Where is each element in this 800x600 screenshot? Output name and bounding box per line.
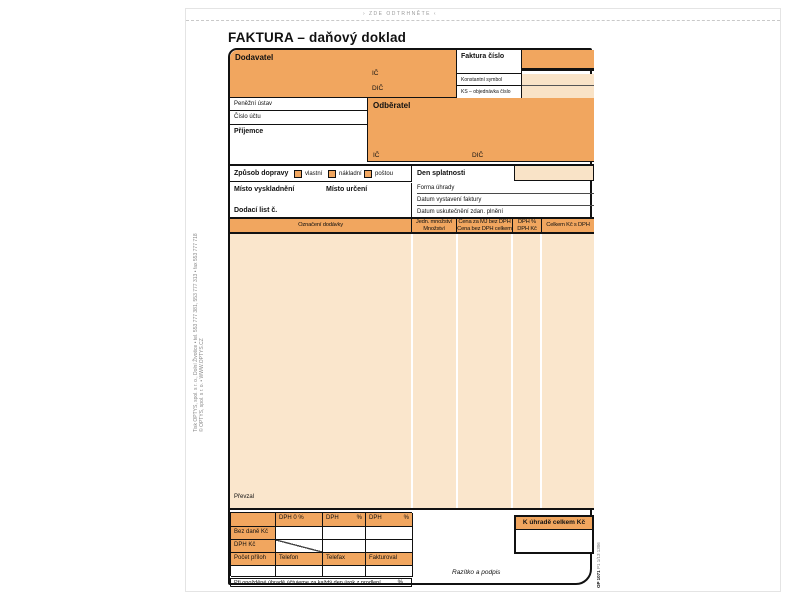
telefax-cell[interactable] [323, 566, 366, 577]
total-due-label: K úhradě celkem Kč [516, 517, 592, 530]
vat1-header-pct: % [356, 515, 362, 521]
vat0-header: DPH 0 % [276, 513, 323, 527]
transport-post-checkbox[interactable] [364, 170, 372, 178]
late-payment-note: Při opožděné úhradě účtujeme za každý den úrok z prodlení [234, 580, 381, 586]
column-separator [456, 234, 458, 508]
stamp-signature-label: Razítko a podpis [452, 569, 501, 576]
col-quantity [412, 219, 457, 232]
bank-institution-label: Peněžní ústav [234, 101, 273, 107]
bank-account-label: Číslo účtu [234, 114, 261, 120]
transport-row [230, 166, 412, 182]
attachments-label: Počet příloh [231, 553, 276, 566]
bank-institution-row[interactable] [230, 98, 367, 111]
vat-kc-cell-struck [276, 540, 323, 553]
issue-date-line[interactable] [417, 205, 594, 206]
tear-off-dashed-line [186, 20, 780, 21]
printer-imprint-line2: © OPTYS, spol. s r. o. • WWW.OPTYS.CZ [199, 338, 206, 432]
supplier-label: Dodavatel [235, 53, 274, 62]
form-code: OP 1071 [596, 570, 601, 588]
col-vat-line2: DPH Kč [517, 225, 537, 232]
without-tax-label: Bez daně Kč [231, 527, 276, 540]
vat-kc-label: DPH Kč [231, 540, 276, 553]
supplier-dic-label: DIČ [372, 85, 384, 92]
vat-kc-cell-2[interactable] [323, 540, 366, 553]
col-price-line2: Cena bez DPH celkem [457, 225, 512, 232]
vat-summary-table [230, 512, 412, 576]
tear-off-label: › ZDE ODTRHNĚTE ‹ [362, 11, 438, 17]
form-code-imprint [596, 526, 601, 588]
transport-post-label: poštou [375, 171, 394, 177]
column-separator [540, 234, 542, 508]
destination-place-label: Místo určení [326, 186, 368, 193]
telephone-label: Telefon [276, 553, 323, 566]
telefax-label: Telefax [323, 553, 366, 566]
invoice-number-label-box [457, 50, 522, 74]
without-tax-cell-3[interactable] [366, 527, 413, 540]
page-title: FAKTURA – daňový doklad [228, 30, 407, 45]
total-due-input[interactable] [516, 530, 592, 552]
places-area [230, 183, 412, 217]
late-payment-note-row [230, 578, 412, 587]
received-by-label: Převzal [234, 494, 255, 500]
col-quantity-line1: Jedn. množství [415, 218, 453, 225]
ks-order-label: KS – objednávka číslo [461, 89, 511, 95]
transport-freight-checkbox[interactable] [328, 170, 336, 178]
without-tax-cell-2[interactable] [323, 527, 366, 540]
col-vat [513, 219, 542, 232]
col-price [457, 219, 513, 232]
col-total [542, 219, 594, 232]
telephone-cell[interactable] [276, 566, 323, 577]
invoice-number-input[interactable] [522, 50, 594, 71]
vat2-header [366, 513, 413, 527]
vat1-header [323, 513, 366, 527]
printer-edge-imprint [193, 160, 206, 432]
customer-ic-label: IČ [373, 152, 380, 159]
customer-dic-label: DIČ [472, 152, 484, 159]
constant-symbol-label: Konstantní symbol [461, 77, 503, 83]
transport-freight-label: nákladní [339, 171, 362, 177]
invoiced-by-label: Fakturoval [366, 553, 413, 566]
issue-date-label: Datum vystavení faktury [417, 197, 482, 203]
col-total-label: Celkem Kč s DPH [546, 222, 590, 229]
col-vat-line1: DPH % [517, 218, 536, 225]
recipient-box[interactable] [230, 125, 367, 165]
col-description-label: Označení dodávky [298, 222, 343, 229]
col-description [230, 219, 412, 232]
vat2-header-label: DPH [369, 515, 382, 521]
customer-label: Odběratel [373, 101, 411, 110]
col-quantity-line2: Množství [423, 225, 445, 232]
attachments-cell[interactable] [231, 566, 276, 577]
transport-own-label: vlastní [305, 171, 323, 177]
transport-own-checkbox[interactable] [294, 170, 302, 178]
bank-account-row[interactable] [230, 111, 367, 125]
transport-label: Způsob dopravy [234, 170, 289, 177]
constant-symbol-label-box [457, 74, 522, 86]
taxable-date-label: Datum uskutečnění zdan. plnění [417, 209, 504, 215]
ks-order-label-box [457, 86, 522, 98]
supplier-box[interactable] [230, 50, 457, 98]
ks-order-input[interactable] [522, 86, 594, 98]
items-table-header [230, 217, 594, 234]
invoice-form [228, 48, 592, 585]
items-table-body[interactable] [230, 234, 594, 510]
invoice-number-label: Faktura číslo [461, 53, 505, 60]
payment-form-label: Forma úhrady [417, 185, 455, 191]
constant-symbol-input[interactable] [522, 74, 594, 86]
without-tax-cell-1[interactable] [276, 527, 323, 540]
form-code-detail: P1 1/13 1306 [596, 542, 601, 570]
payment-form-line[interactable] [417, 193, 594, 194]
delivery-note-label: Dodací list č. [234, 207, 278, 214]
supplier-ic-label: IČ [372, 70, 379, 77]
invoiced-by-cell[interactable] [366, 566, 413, 577]
late-payment-pct: % [397, 580, 403, 586]
vat-kc-cell-3[interactable] [366, 540, 413, 553]
customer-box[interactable] [367, 98, 594, 162]
column-separator [411, 234, 413, 508]
due-date-input[interactable] [514, 165, 594, 181]
vat2-header-pct: % [403, 515, 409, 521]
col-price-line1: Cena za MJ bez DPH [458, 218, 511, 225]
due-date-label: Den splatnosti [417, 170, 466, 177]
unloading-place-label: Místo vyskladnění [234, 186, 295, 193]
vat-corner-cell [231, 513, 276, 527]
column-separator [511, 234, 513, 508]
recipient-label: Příjemce [234, 128, 264, 135]
vat1-header-label: DPH [326, 515, 339, 521]
printer-imprint-line1: Tisk OPTYS, spol. s r. o., Dolní Životice • tel. 553 777 381, 553 777 313 • fax 553 777 718 [193, 233, 199, 432]
total-due-box [514, 515, 594, 554]
